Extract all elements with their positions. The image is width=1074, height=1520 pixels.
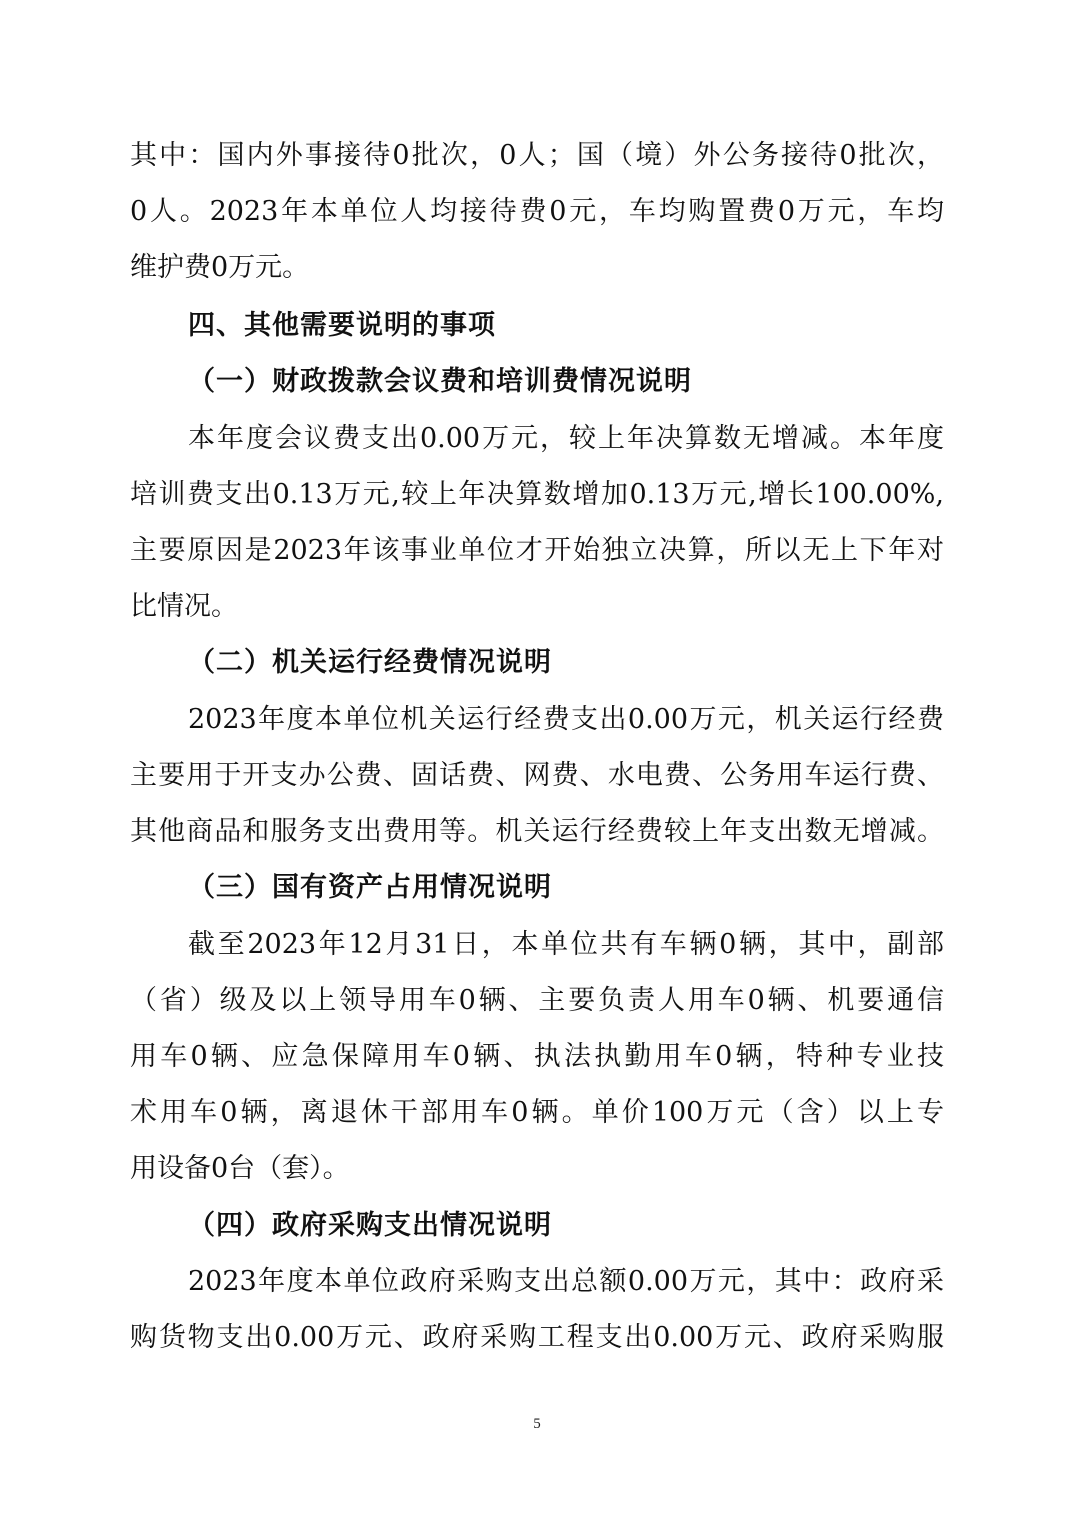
sub3-line-2: （省）级及以上领导用车0辆、主要负责人用车0辆、机要通信	[130, 985, 944, 1016]
sub2-line-2: 主要用于开支办公费、固话费、网费、水电费、公务用车运行费、	[130, 760, 944, 791]
section-4-title: 四、其他需要说明的事项	[188, 310, 496, 341]
sub2-line-3: 其他商品和服务支出费用等。机关运行经费较上年支出数无增减。	[130, 816, 944, 847]
sub3-line-5: 用设备0台（套）。	[130, 1153, 350, 1184]
sub1-line-3: 主要原因是2023年该事业单位才开始独立决算，所以无上下年对	[130, 535, 944, 566]
sub3-line-4: 术用车0辆，离退休干部用车0辆。单价100万元（含）以上专	[130, 1097, 944, 1128]
subsection-3-title: （三）国有资产占用情况说明	[188, 872, 552, 903]
sub4-line-2: 购货物支出0.00万元、政府采购工程支出0.00万元、政府采购服	[130, 1322, 944, 1353]
subsection-2-title: （二）机关运行经费情况说明	[188, 647, 552, 678]
reception-line-3: 维护费0万元。	[130, 252, 310, 283]
sub2-line-1: 2023年度本单位机关运行经费支出0.00万元，机关运行经费	[188, 704, 944, 735]
sub4-line-1: 2023年度本单位政府采购支出总额0.00万元，其中：政府采	[188, 1266, 944, 1297]
sub1-line-2: 培训费支出0.13万元,较上年决算数增加0.13万元,增长100.00%,	[130, 479, 944, 510]
sub3-line-3: 用车0辆、应急保障用车0辆、执法执勤用车0辆，特种专业技	[130, 1041, 944, 1072]
page-number: 5	[533, 1416, 541, 1432]
sub3-line-1: 截至2023年12月31日，本单位共有车辆0辆，其中，副部	[188, 929, 944, 960]
sub1-line-4: 比情况。	[130, 591, 238, 622]
reception-line-2: 0人。2023年本单位人均接待费0元，车均购置费0万元，车均	[130, 196, 944, 227]
subsection-1-title: （一）财政拨款会议费和培训费情况说明	[188, 366, 692, 397]
subsection-4-title: （四）政府采购支出情况说明	[188, 1210, 552, 1241]
sub1-line-1: 本年度会议费支出0.00万元，较上年决算数无增减。本年度	[188, 423, 944, 454]
reception-line-1: 其中：国内外事接待0批次，0人；国（境）外公务接待0批次，	[130, 140, 944, 171]
